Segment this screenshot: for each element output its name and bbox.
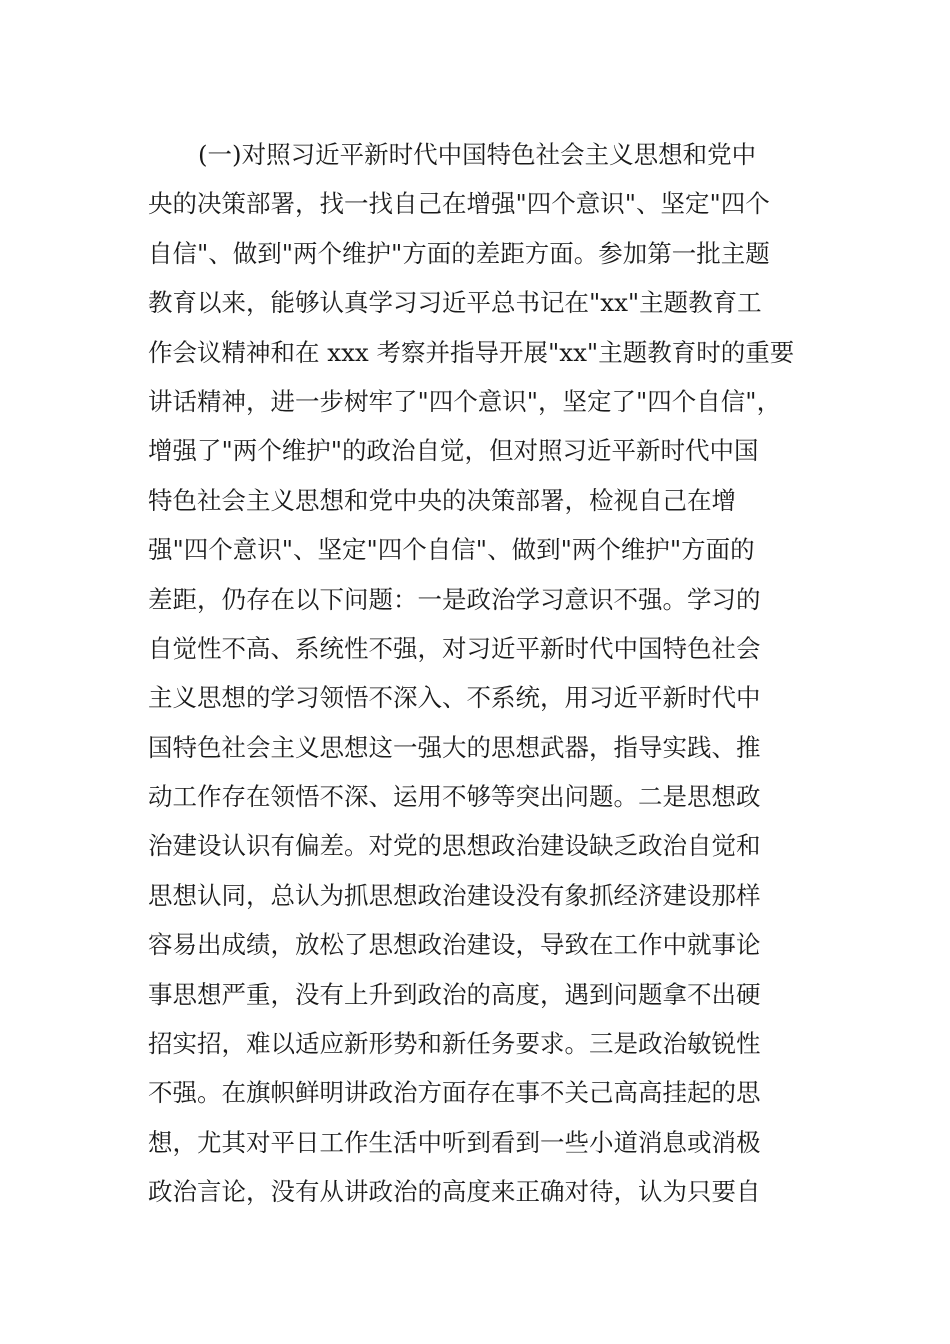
text-line: 治建设认识有偏差。对党的思想政治建设缺乏政治自觉和 bbox=[148, 831, 761, 861]
text-line: 事思想严重，没有上升到政治的高度，遇到问题拿不出硬 bbox=[148, 979, 761, 1009]
text-line: 容易出成绩，放松了思想政治建设，导致在工作中就事论 bbox=[148, 930, 761, 960]
text-line: 特色社会主义思想和党中央的决策部署，检视自己在增 bbox=[148, 485, 736, 515]
text-line: (一)对照习近平新时代中国特色社会主义思想和党中 bbox=[198, 140, 757, 169]
text-line: 自觉性不高、系统性不强，对习近平新时代中国特色社会 bbox=[148, 633, 761, 663]
text-line: 政治言论，没有从讲政治的高度来正确对待，认为只要自 bbox=[148, 1177, 761, 1207]
text-line: 招实招，难以适应新形势和新任务要求。三是政治敏锐性 bbox=[148, 1029, 761, 1059]
text-line: 增强了"两个维护"的政治自觉，但对照习近平新时代中国 bbox=[148, 436, 759, 466]
text-line: 动工作存在领悟不深、运用不够等突出问题。二是思想政 bbox=[148, 782, 761, 812]
text-line: 国特色社会主义思想这一强大的思想武器，指导实践、推 bbox=[148, 732, 761, 762]
body-paragraph bbox=[148, 130, 828, 1217]
text-line: 自信"、做到"两个维护"方面的差距方面。参加第一批主题 bbox=[148, 238, 770, 268]
text-line: 思想认同，总认为抓思想政治建设没有象抓经济建设那样 bbox=[148, 880, 761, 910]
text-line: 作会议精神和在 xxx 考察并指导开展"xx"主题教育时的重要 bbox=[148, 337, 795, 367]
text-line: 差距，仍存在以下问题：一是政治学习意识不强。学习的 bbox=[148, 584, 761, 614]
text-line: 不强。在旗帜鲜明讲政治方面存在事不关己高高挂起的思 bbox=[148, 1078, 761, 1108]
text-line: 教育以来，能够认真学习习近平总书记在"xx"主题教育工 bbox=[148, 288, 762, 318]
text-line: 主义思想的学习领悟不深入、不系统，用习近平新时代中 bbox=[148, 683, 761, 713]
text-line: 央的决策部署，找一找自己在增强"四个意识"、坚定"四个 bbox=[148, 189, 770, 219]
text-line: 想，尤其对平日工作生活中听到看到一些小道消息或消极 bbox=[148, 1127, 761, 1157]
text-line: 讲话精神，进一步树牢了"四个意识"，坚定了"四个自信"， bbox=[148, 386, 782, 416]
text-line: 强"四个意识"、坚定"四个自信"、做到"两个维护"方面的 bbox=[148, 535, 755, 565]
